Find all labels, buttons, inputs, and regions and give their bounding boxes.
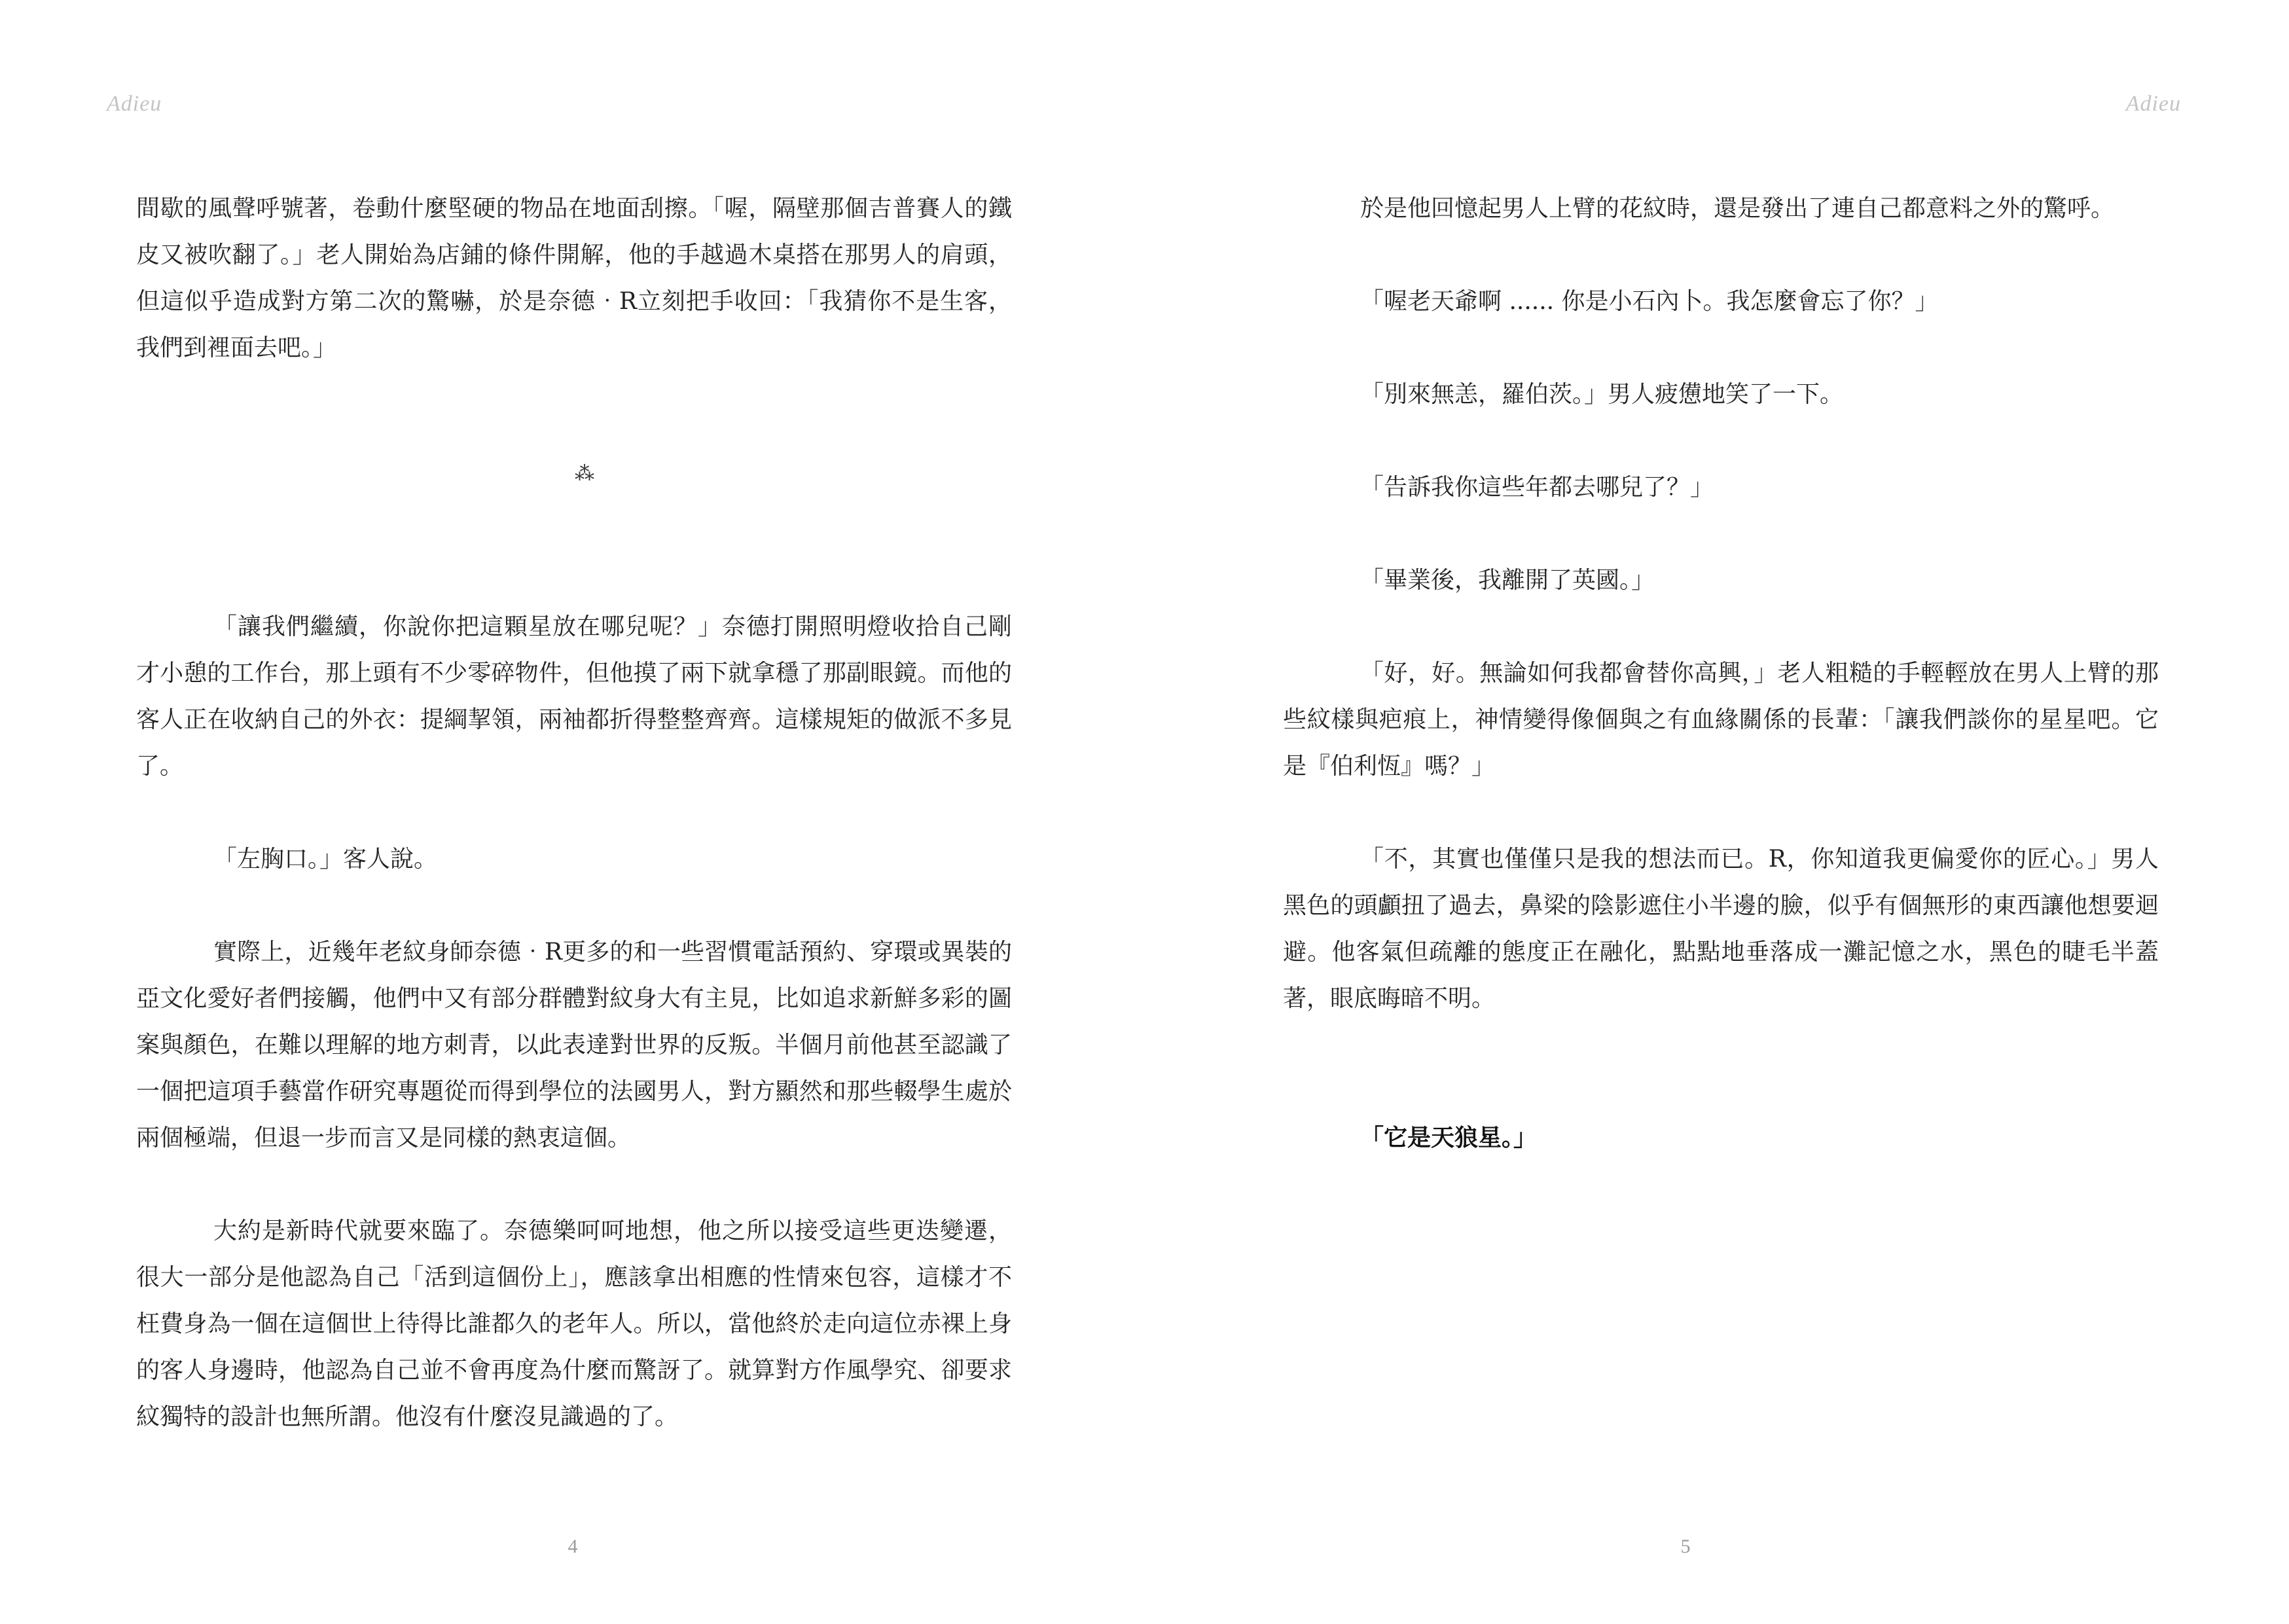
left-page [0,0,1144,1624]
paragraph: 大約是新時代就要來臨了。奈德樂呵呵地想，他之所以接受這些更迭變遷，很大一部分是他認為自己「活到這個份上」，應該拿出相應的性情來包容，這樣才不枉費身為一個在這個世上待得比誰都久的老年人。所以，當他終於走向這位赤裸上身的客人身邊時，他認為自己並不會再度為什麼而驚訝了。就算對方作風學究、卻要求紋獨特的設計也無所謂。他沒有什麼沒見識過的了。 [136,1218,1012,1430]
paragraph: 於是他回憶起男人上臂的花紋時，還是發出了連自己都意料之外的驚呼。 [1360,195,2115,222]
asterism-glyph: ⁂ [575,462,594,485]
paragraph: 「畢業後，我離開了英國。」 [1360,567,1655,594]
paragraph: 實際上，近幾年老紋身師奈德‧R更多的和一些習慣電話預約、穿環或異裝的亞文化愛好者們接觸，他們中又有部分群體對紋身大有主見，比如追求新鮮多彩的圖案與顏色，在難以理解的地方刺青，以此表達對世界的反叛。半個月前他甚至認識了一個把這項手藝當作研究專題從而得到學位的法國男人，對方顯然和那些輟學生處於兩個極端，但退一步而言又是同樣的熱衷這個。 [136,939,1012,1151]
closing-line: 「它是天狼星。」 [1360,1124,1538,1151]
running-head-left: Adieu [107,92,162,116]
paragraph: 「別來無恙，羅伯茨。」男人疲憊地笑了一下。 [1360,381,1844,408]
page-number-right: 5 [1680,1536,1691,1557]
running-head-right: Adieu [2125,92,2181,116]
paragraph: 「讓我們繼續，你說你把這顆星放在哪兒呢？」奈德打開照明燈收拾自己剛才小憩的工作台，那上頭有不少零碎物件，但他摸了兩下就拿穩了那副眼鏡。而他的客人正在收納自己的外衣：提綱挈領，兩袖都折得整整齊齊。這樣規矩的做派不多見了。 [136,613,1012,780]
paragraph: 「左胸口。」客人說。 [213,846,438,873]
right-text-block [1283,185,2159,1161]
scene-break-asterism [136,464,1012,511]
left-text-block [136,185,1012,1440]
right-page [1145,0,2289,1624]
page-number-left: 4 [568,1536,578,1557]
paragraph: 「告訴我你這些年都去哪兒了？」 [1360,474,1714,501]
paragraph: 「好，好。無論如何我都會替你高興，」老人粗糙的手輕輕放在男人上臂的那些紋樣與疤痕上，神情變得像個與之有血緣關係的長輩：「讓我們談你的星星吧。它是『伯利恆』嗎？」 [1283,660,2159,780]
paragraph: 「喔老天爺啊 ...... 你是小石內卜。我怎麼會忘了你？」 [1360,288,1939,315]
paragraph: 間歇的風聲呼號著，卷動什麼堅硬的物品在地面刮擦。「喔，隔壁那個吉普賽人的鐵皮又被吹翻了。」老人開始為店鋪的條件開解，他的手越過木桌搭在那男人的肩頭，但這似乎造成對方第二次的驚嚇，於是奈德‧R立刻把手收回：「我猜你不是生客，我們到裡面去吧。」 [136,195,1012,361]
paragraph: 「不，其實也僅僅只是我的想法而已。R，你知道我更偏愛你的匠心。」男人黑色的頭顱扭了過去，鼻梁的陰影遮住小半邊的臉，似乎有個無形的東西讓他想要迴避。他客氣但疏離的態度正在融化，點點地垂落成一灘記憶之水，黑色的睫毛半蓋著，眼底晦暗不明。 [1283,846,2159,1012]
